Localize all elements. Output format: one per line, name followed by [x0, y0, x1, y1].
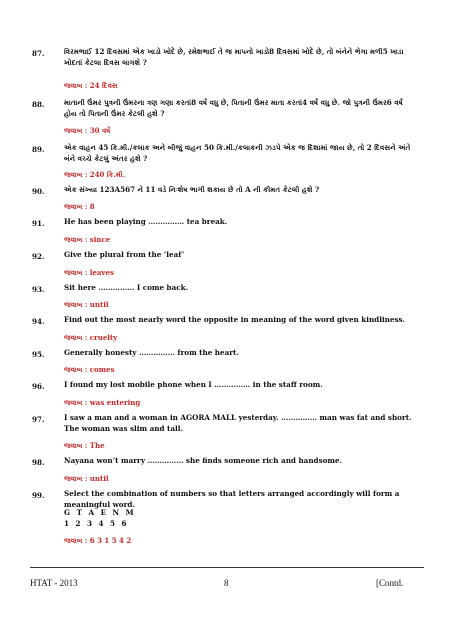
question-text: એક વાહન 45 કિ.મી./કલાક અને બીજું વાહન 50 કિ.મી./કલાકની ઝડપે એક જ દિશામાં જાય છે, તો 2 દિવસને અંતે બંને વચ્ચે કેટલું અંતર હશે ? — [64, 143, 411, 163]
question-number: 97. — [32, 415, 45, 424]
question-text: Select the combination of numbers so that letters arranged accordingly will form a meaningful word. — [64, 489, 400, 509]
question-number: 95. — [32, 350, 45, 359]
letter-sequence: G T A E N M — [64, 508, 136, 517]
question-number: 92. — [32, 252, 45, 261]
answer: જવાબ : The — [64, 441, 105, 450]
question-text: Generally honesty …………… from the heart. — [64, 348, 239, 357]
answer: જવાબ : was entering — [64, 398, 141, 407]
exam-code: HTAT - 2013 — [30, 578, 78, 588]
question-text: વિરમભાઈ 12 દિવસમાં એક ખાડો ખોદે છે, રમેશભાઈ તે જ માપનો ખાડો8 દિવસમાં ખોદે છે, તો બંનેને ભેગા મળી5 ખાડા ખોદતાં કેટલા દિવસ લાગશે ? — [64, 47, 404, 67]
question-text: I saw a man and a woman in AGORA MALL yesterday. …………… man was fat and short. The woman was slim and tall. — [64, 413, 412, 433]
question-number: 90. — [32, 187, 45, 196]
question-number: 99. — [32, 491, 45, 500]
question-text: એક સંખ્યા 123A567 ને 11 વડે નિઃશેષ ભાગી શકાય છે તો A ની કીમત કેટલી હશે ? — [64, 185, 320, 194]
question-number: 94. — [32, 317, 45, 326]
question-number: 91. — [32, 219, 45, 228]
answer: જવાબ : 240 કિ.મી. — [64, 170, 126, 179]
question-text: He has been playing …………… tea break. — [64, 217, 228, 226]
question-number: 89. — [32, 145, 45, 154]
question-text: I found my lost mobile phone when I …………… in the staff room. — [64, 380, 323, 389]
footer-rule — [30, 567, 424, 568]
question-number: 87. — [32, 49, 45, 58]
question-number: 98. — [32, 458, 45, 467]
answer: જવાબ : 6 3 1 5 4 2 — [64, 536, 132, 545]
answer: જવાબ : 8 — [64, 202, 95, 211]
answer: જવાબ : cruelty — [64, 333, 118, 342]
answer: જવાબ : comes — [64, 365, 115, 374]
question-text: Sit here …………… I come back. — [64, 283, 189, 292]
question-number: 96. — [32, 382, 45, 391]
question-text: Nayana won’t marry …………… she finds someone rich and handsome. — [64, 456, 343, 465]
question-text: માતાની ઉંમર પુત્રની ઉંમરના ત્રણ ગણા કરતાં8 વર્ષ વધુ છે, પિતાની ઉંમર માતા કરતાં4 વર્ષ વધુ છે. જો પુત્રની ઉંમર6 વર્ષ હોય તો પિતાની ઉંમર કેટલી હશે ? — [64, 98, 403, 118]
answer: જવાબ : leaves — [64, 268, 114, 277]
answer: જવાબ : until — [64, 300, 109, 309]
answer: જવાબ : 24 દિવસ — [64, 81, 118, 90]
question-text: Find out the most nearly word the opposite in meaning of the word given kindliness. — [64, 315, 406, 324]
digit-sequence: 1 2 3 4 5 6 — [64, 519, 129, 528]
question-number: 88. — [32, 100, 45, 109]
answer: જવાબ : 30 વર્ષ — [64, 126, 111, 135]
page-number: 8 — [224, 578, 229, 588]
question-number: 93. — [32, 285, 45, 294]
answer: જવાબ : until — [64, 474, 109, 483]
answer: જવાબ : since — [64, 235, 111, 244]
question-text: Give the plural from the ‘leaf’ — [64, 250, 185, 259]
continued-label: [Contd. — [376, 578, 404, 588]
